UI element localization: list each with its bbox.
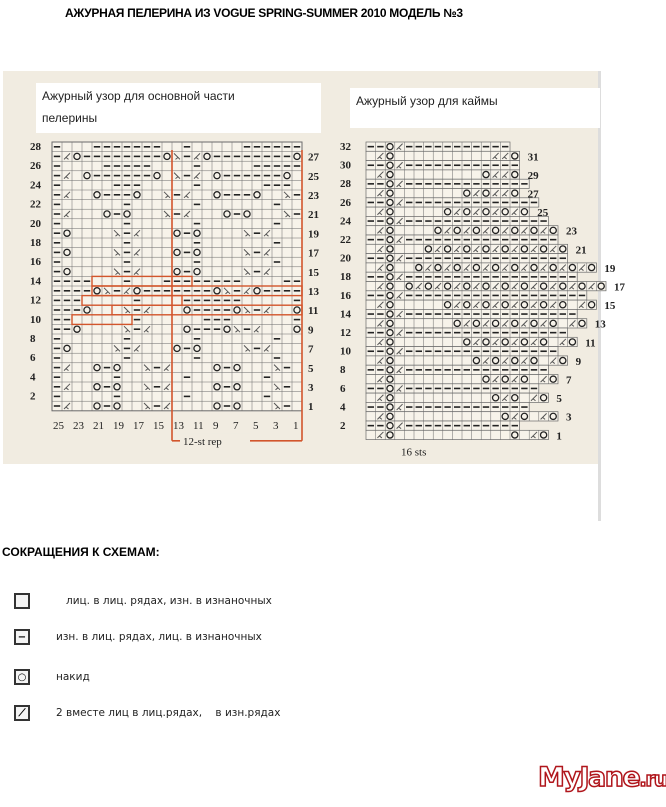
- row-label-odd: 13: [308, 286, 319, 298]
- column-label: 21: [93, 419, 104, 432]
- row-label-even: 30: [340, 159, 351, 172]
- row-label-even: 4: [30, 371, 36, 384]
- watermark-logo: [538, 762, 666, 793]
- row-label-odd: 27: [308, 151, 319, 164]
- row-label-odd: 9: [308, 324, 314, 337]
- row-label-odd: 1: [308, 401, 314, 414]
- row-label-even: 14: [340, 308, 351, 321]
- row-label-even: 20: [340, 252, 351, 265]
- column-label: 17: [133, 419, 144, 432]
- row-label-even: 2: [30, 390, 36, 403]
- row-label-even: 24: [30, 179, 41, 192]
- row-label-even: 10: [340, 345, 351, 358]
- row-label-odd: 21: [575, 244, 587, 257]
- column-label: 13: [173, 419, 184, 432]
- row-label-even: 22: [30, 198, 41, 211]
- row-label-even: 6: [30, 352, 36, 365]
- page-title: АЖУРНАЯ ПЕЛЕРИНА ИЗ VOGUE SPRING-SUMMER 2010 МОДЕЛЬ №3: [65, 6, 463, 20]
- row-label-odd: 11: [308, 305, 319, 318]
- watermark-main: MyJane: [538, 762, 640, 793]
- row-label-odd: 7: [566, 374, 572, 387]
- border-chart-caption: Ажурный узор для каймы: [350, 88, 600, 128]
- repeat-label: 12-st rep: [183, 435, 222, 448]
- row-label-even: 8: [30, 333, 36, 345]
- row-label-odd: 3: [566, 411, 572, 424]
- k2tog-slash-icon: ⟋: [14, 705, 30, 721]
- row-label-even: 2: [340, 420, 346, 432]
- row-label-even: 8: [340, 364, 346, 377]
- watermark-suffix: .ru: [639, 767, 666, 791]
- column-label: 9: [213, 419, 219, 432]
- row-label-even: 4: [340, 401, 346, 414]
- main-chart-caption-line-2: пелерины: [42, 111, 98, 125]
- row-label-even: 18: [340, 271, 351, 284]
- row-label-odd: 15: [308, 266, 319, 279]
- row-label-even: 6: [340, 382, 346, 395]
- row-label-even: 10: [30, 313, 41, 326]
- column-label: 23: [73, 419, 84, 432]
- row-label-odd: 23: [308, 190, 319, 202]
- yarn-over-circle-icon: ○: [14, 669, 30, 685]
- column-label: 25: [53, 419, 64, 432]
- row-label-odd: 25: [308, 170, 319, 183]
- row-label-even: 20: [30, 217, 41, 230]
- row-label-even: 26: [30, 160, 41, 173]
- row-label-even: 12: [340, 327, 351, 339]
- row-label-even: 18: [30, 237, 41, 249]
- row-label-odd: 25: [537, 207, 549, 220]
- column-label: 3: [273, 419, 279, 432]
- column-label: 5: [253, 419, 259, 432]
- row-label-odd: 27: [527, 188, 539, 201]
- legend-item-k2tog: [14, 703, 281, 723]
- width-label: 16 sts: [401, 446, 427, 459]
- legend-text-purl: изн. в лиц. рядах, лиц. в изнаночных: [56, 631, 262, 643]
- row-label-even: 12: [30, 294, 41, 307]
- legend-text-k2tog: 2 вместе лиц в лиц.рядах, в изн.рядах: [56, 707, 281, 719]
- legend-item-yarn-over: [14, 667, 90, 687]
- row-label-odd: 17: [308, 247, 319, 260]
- row-label-odd: 15: [604, 300, 616, 313]
- purl-dash-icon: −: [14, 629, 30, 645]
- column-label: 7: [233, 419, 239, 432]
- blank-square-icon: [14, 593, 30, 609]
- row-label-even: 16: [30, 256, 41, 269]
- column-label: 1: [293, 419, 299, 432]
- row-label-odd: 19: [308, 228, 319, 241]
- legend-item-knit: [14, 591, 272, 611]
- row-label-odd: 31: [527, 151, 539, 164]
- row-label-odd: 5: [556, 393, 562, 406]
- legend-heading: СОКРАЩЕНИЯ К СХЕМАМ:: [2, 545, 160, 559]
- legend-text-yarn-over: накид: [56, 671, 90, 683]
- row-label-even: 28: [340, 178, 351, 191]
- main-chart-caption-line-1: Ажурный узор для основной части: [42, 89, 235, 103]
- row-label-even: 32: [340, 141, 351, 153]
- row-label-odd: 17: [614, 281, 625, 294]
- row-label-even: 26: [340, 196, 351, 209]
- row-label-even: 22: [340, 234, 351, 246]
- row-label-even: 16: [340, 289, 351, 302]
- row-label-odd: 11: [585, 337, 596, 350]
- row-label-odd: 1: [556, 430, 562, 443]
- main-chart-caption: [36, 83, 321, 133]
- row-label-odd: 29: [527, 169, 539, 182]
- column-label: 19: [113, 419, 124, 432]
- column-label: 11: [193, 419, 204, 432]
- row-label-odd: 21: [308, 209, 319, 222]
- row-label-odd: 13: [594, 318, 606, 331]
- row-label-odd: 19: [604, 262, 616, 275]
- row-label-odd: 3: [308, 382, 314, 394]
- row-label-odd: 5: [308, 362, 314, 375]
- row-label-even: 24: [340, 215, 351, 228]
- column-label: 15: [153, 419, 164, 432]
- row-label-even: 14: [30, 275, 41, 288]
- row-label-odd: 9: [575, 355, 582, 368]
- legend-item-purl: [14, 627, 262, 647]
- row-label-odd: 7: [308, 343, 314, 356]
- row-label-odd: 23: [566, 225, 577, 238]
- legend-text-knit: лиц. в лиц. рядах, изн. в изнаночных: [66, 595, 272, 607]
- row-label-even: 28: [30, 141, 41, 153]
